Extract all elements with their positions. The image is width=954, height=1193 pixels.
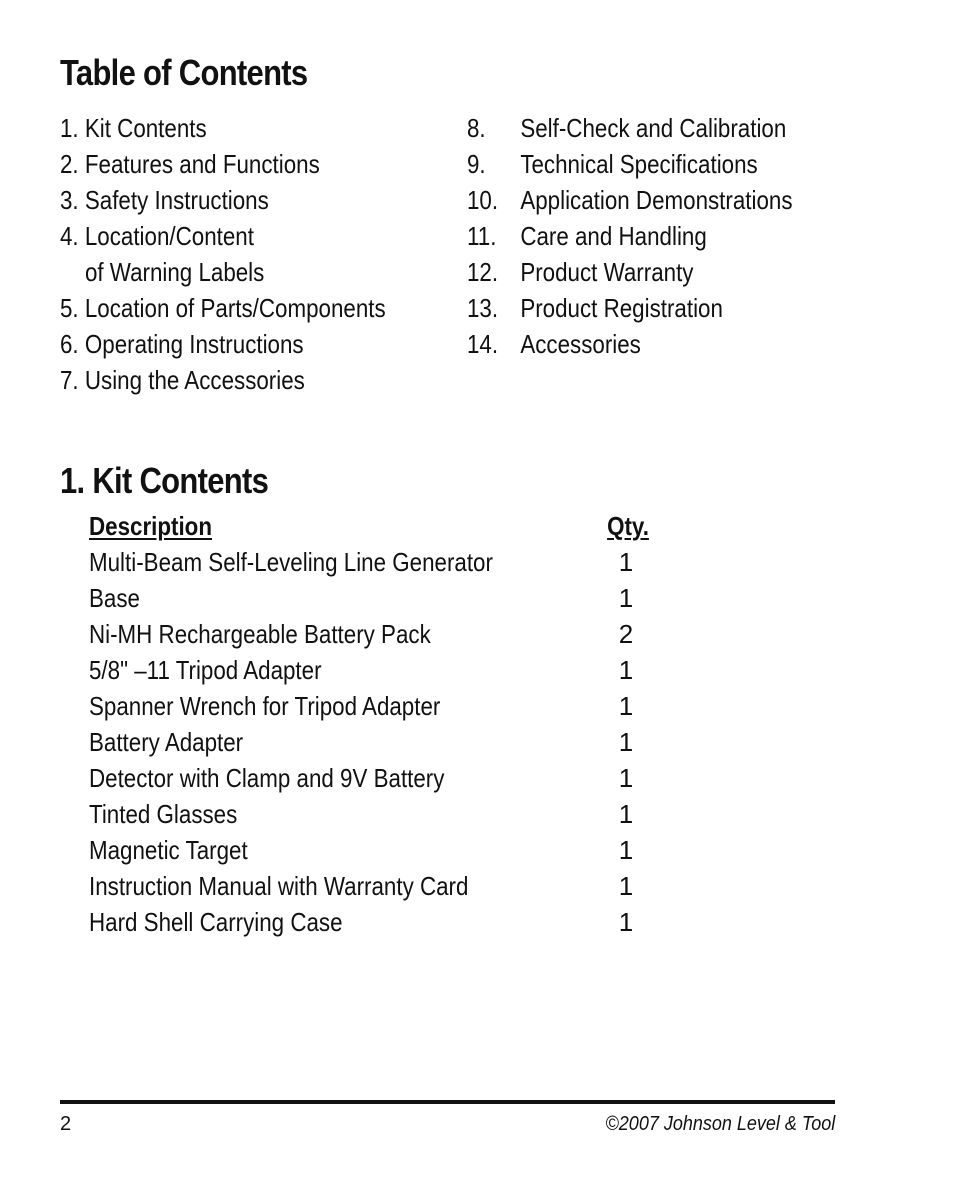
toc-item-label: Accessories	[520, 329, 641, 359]
table-row	[89, 796, 709, 832]
toc-item: 4. Location/Content	[60, 221, 254, 251]
toc-item	[467, 326, 793, 362]
toc-item-label: Self-Check and Calibration	[520, 113, 787, 143]
item-qty: 1	[618, 655, 634, 685]
toc-item	[467, 182, 793, 218]
toc-item-number: 9.	[467, 149, 486, 179]
page-number: 2	[60, 1113, 72, 1135]
toc-item-number: 12.	[467, 257, 499, 287]
toc-item-label: Care and Handling	[520, 221, 707, 251]
item-description: Base	[89, 583, 140, 613]
toc-item-number: 10.	[467, 185, 499, 215]
item-description: 5/8" –11 Tripod Adapter	[89, 655, 322, 685]
item-qty: 1	[618, 547, 634, 577]
item-qty: 2	[618, 619, 634, 649]
table-row	[89, 724, 709, 760]
item-qty: 1	[618, 799, 634, 829]
toc-title: Table of Contents	[60, 52, 308, 93]
toc-item: 6. Operating Instructions	[60, 329, 304, 359]
toc-item-continuation: of Warning Labels	[84, 257, 265, 287]
toc-item	[467, 290, 793, 326]
item-description: Magnetic Target	[89, 835, 248, 865]
toc-item: 3. Safety Instructions	[60, 185, 269, 215]
toc-item-number: 13.	[467, 293, 499, 323]
table-row	[89, 832, 709, 868]
item-description: Battery Adapter	[89, 727, 244, 757]
toc-item-number: 14.	[467, 329, 499, 359]
table-row	[89, 580, 709, 616]
toc-item-label: Product Warranty	[520, 257, 694, 287]
toc-left-column	[60, 110, 439, 398]
item-qty: 1	[618, 583, 634, 613]
item-description: Multi-Beam Self-Leveling Line Generator	[89, 547, 493, 577]
table-row	[89, 868, 709, 904]
toc-item: 5. Location of Parts/Components	[60, 293, 386, 323]
item-qty: 1	[618, 871, 634, 901]
toc-right-column	[467, 110, 846, 362]
table-header-row	[89, 508, 709, 544]
item-description: Hard Shell Carrying Case	[89, 907, 343, 937]
toc-item-number: 8.	[467, 113, 486, 143]
item-description: Ni-MH Rechargeable Battery Pack	[89, 619, 431, 649]
table-row	[89, 616, 709, 652]
kit-contents-title: 1. Kit Contents	[60, 460, 269, 501]
item-description: Detector with Clamp and 9V Battery	[89, 763, 445, 793]
toc-item	[467, 146, 793, 182]
toc-item-label: Application Demonstrations	[520, 185, 793, 215]
item-description: Instruction Manual with Warranty Card	[89, 871, 469, 901]
toc-item: 2. Features and Functions	[60, 149, 320, 179]
toc-item	[467, 254, 793, 290]
copyright-notice: ©2007 Johnson Level & Tool	[605, 1113, 835, 1135]
item-description: Tinted Glasses	[89, 799, 238, 829]
table-row	[89, 652, 709, 688]
item-description: Spanner Wrench for Tripod Adapter	[89, 691, 441, 721]
toc-item	[467, 218, 793, 254]
table-row	[89, 544, 709, 580]
qty-header: Qty.	[607, 511, 649, 541]
item-qty: 1	[618, 835, 634, 865]
item-qty: 1	[618, 691, 634, 721]
item-qty: 1	[618, 907, 634, 937]
item-qty: 1	[618, 727, 634, 757]
table-row	[89, 760, 709, 796]
toc-item-label: Product Registration	[520, 293, 723, 323]
kit-contents-table	[89, 508, 709, 940]
item-qty: 1	[618, 763, 634, 793]
toc-item-number: 11.	[467, 221, 497, 251]
table-row	[89, 688, 709, 724]
toc-item: 1. Kit Contents	[60, 113, 207, 143]
toc-item: 7. Using the Accessories	[60, 365, 305, 395]
table-row	[89, 904, 709, 940]
toc-item	[467, 110, 793, 146]
footer-divider	[60, 1100, 835, 1104]
description-header: Description	[89, 511, 213, 541]
toc-item-label: Technical Specifications	[520, 149, 758, 179]
